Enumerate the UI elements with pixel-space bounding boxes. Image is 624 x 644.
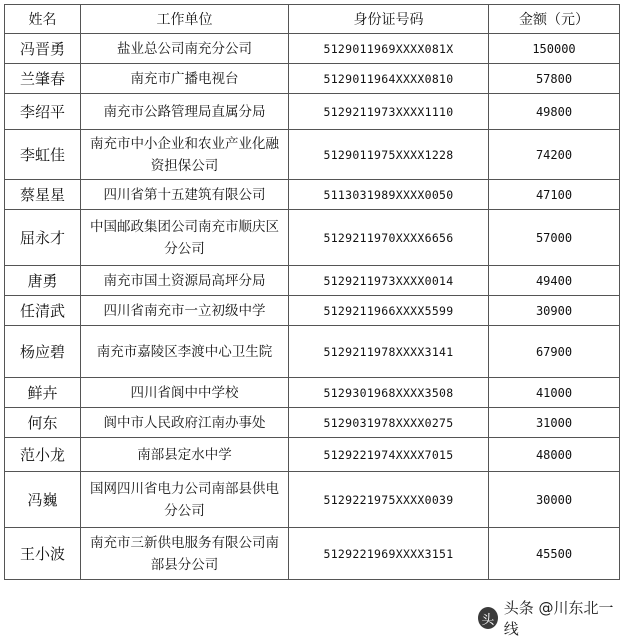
cell-unit: 南充市国土资源局高坪分局: [81, 266, 289, 296]
table-row: [5, 326, 620, 378]
cell-name: 何东: [5, 408, 81, 438]
cell-name: 任清武: [5, 296, 81, 326]
header-id: 身份证号码: [289, 5, 489, 34]
cell-amount: 150000: [489, 34, 620, 64]
header-amount: 金额（元）: [489, 5, 620, 34]
cell-id: 5129211970XXXX6656: [289, 210, 489, 266]
cell-name: 王小波: [5, 528, 81, 580]
cell-amount: 31000: [489, 408, 620, 438]
table-row: [5, 34, 620, 64]
header-unit: 工作单位: [81, 5, 289, 34]
cell-unit: 南充市广播电视台: [81, 64, 289, 94]
cell-name: 杨应碧: [5, 326, 81, 378]
cell-unit: 中国邮政集团公司南充市顺庆区分公司: [81, 210, 289, 266]
table-row: [5, 64, 620, 94]
cell-unit: 阆中市人民政府江南办事处: [81, 408, 289, 438]
cell-name: 兰肇春: [5, 64, 81, 94]
cell-amount: 30900: [489, 296, 620, 326]
cell-amount: 67900: [489, 326, 620, 378]
cell-amount: 57000: [489, 210, 620, 266]
cell-id: 5129211978XXXX3141: [289, 326, 489, 378]
cell-name: 唐勇: [5, 266, 81, 296]
watermark: [470, 598, 624, 638]
cell-unit: 南充市嘉陵区李渡中心卫生院: [81, 326, 289, 378]
cell-unit: 南充市三新供电服务有限公司南部县分公司: [81, 528, 289, 580]
cell-id: 5129011975XXXX1228: [289, 130, 489, 180]
table-row: [5, 378, 620, 408]
cell-unit: 四川省南充市一立初级中学: [81, 296, 289, 326]
cell-amount: 30000: [489, 472, 620, 528]
toutiao-icon: 头: [478, 607, 498, 629]
cell-id: 5129211973XXXX1110: [289, 94, 489, 130]
cell-unit: 四川省第十五建筑有限公司: [81, 180, 289, 210]
cell-id: 5129221975XXXX0039: [289, 472, 489, 528]
cell-amount: 57800: [489, 64, 620, 94]
cell-amount: 41000: [489, 378, 620, 408]
cell-id: 5129211973XXXX0014: [289, 266, 489, 296]
table-row: [5, 210, 620, 266]
table-row: [5, 438, 620, 472]
cell-name: 屈永才: [5, 210, 81, 266]
cell-name: 冯晋勇: [5, 34, 81, 64]
watermark-text: 头条 @川东北一线: [503, 599, 614, 638]
table-row: [5, 528, 620, 580]
cell-name: 范小龙: [5, 438, 81, 472]
table-row: [5, 472, 620, 528]
header-name: 姓名: [5, 5, 81, 34]
cell-unit: 四川省阆中中学校: [81, 378, 289, 408]
cell-unit: 国网四川省电力公司南部县供电分公司: [81, 472, 289, 528]
cell-name: 冯巍: [5, 472, 81, 528]
cell-amount: 74200: [489, 130, 620, 180]
cell-id: 5129221974XXXX7015: [289, 438, 489, 472]
table-row: [5, 130, 620, 180]
cell-name: 李虹佳: [5, 130, 81, 180]
donation-table: [4, 4, 620, 580]
cell-unit: 南部县定水中学: [81, 438, 289, 472]
cell-name: 鲜卉: [5, 378, 81, 408]
cell-amount: 47100: [489, 180, 620, 210]
table-header-row: [5, 5, 620, 34]
cell-id: 5129031978XXXX0275: [289, 408, 489, 438]
cell-id: 5129301968XXXX3508: [289, 378, 489, 408]
table-row: [5, 180, 620, 210]
cell-id: 5129221969XXXX3151: [289, 528, 489, 580]
cell-amount: 49800: [489, 94, 620, 130]
cell-id: 5129211966XXXX5599: [289, 296, 489, 326]
cell-id: 5129011969XXXX081X: [289, 34, 489, 64]
cell-name: 李绍平: [5, 94, 81, 130]
table-row: [5, 408, 620, 438]
cell-amount: 49400: [489, 266, 620, 296]
cell-id: 5129011964XXXX0810: [289, 64, 489, 94]
cell-id: 5113031989XXXX0050: [289, 180, 489, 210]
cell-unit: 南充市公路管理局直属分局: [81, 94, 289, 130]
cell-name: 蔡星星: [5, 180, 81, 210]
table-row: [5, 266, 620, 296]
table-row: [5, 94, 620, 130]
cell-amount: 45500: [489, 528, 620, 580]
table-row: [5, 296, 620, 326]
cell-amount: 48000: [489, 438, 620, 472]
cell-unit: 盐业总公司南充分公司: [81, 34, 289, 64]
cell-unit: 南充市中小企业和农业产业化融资担保公司: [81, 130, 289, 180]
